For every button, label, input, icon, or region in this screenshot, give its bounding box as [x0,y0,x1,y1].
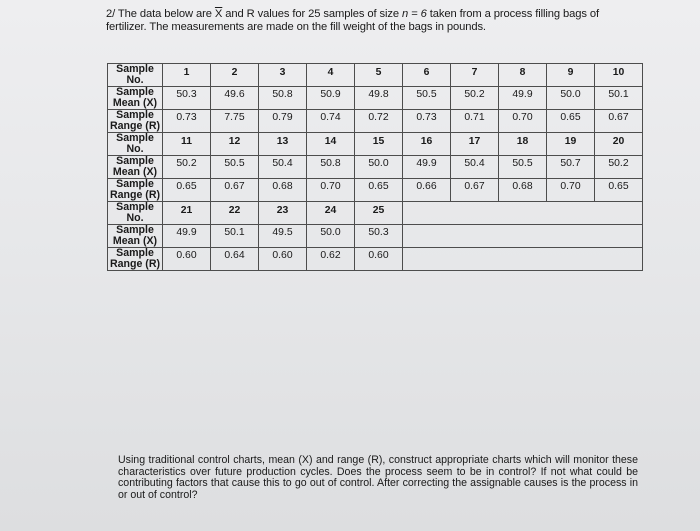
sample-mean-cell: 50.3 [163,87,211,110]
sample-mean-cell: 50.0 [355,156,403,179]
sample-no-cell: 14 [307,133,355,156]
sample-mean-cell: 50.1 [595,87,643,110]
sample-range-label: Sample Range (R) [108,179,163,202]
sample-no-cell: 19 [547,133,595,156]
xbar-symbol: $\overline{X}$ [214,8,223,20]
sample-range-cell: 0.79 [259,110,307,133]
sample-no-row [108,202,643,225]
sample-no-cell: 1 [163,64,211,87]
sample-range-cell: 0.68 [499,179,547,202]
sample-range-cell: 0.60 [259,248,307,271]
sample-range-cell: 0.60 [163,248,211,271]
sample-mean-cell: 50.5 [211,156,259,179]
sample-no-cell: 6 [403,64,451,87]
sample-no-cell: 16 [403,133,451,156]
sample-no-cell: 2 [211,64,259,87]
sample-mean-label: Sample Mean (X) [108,87,163,110]
sample-range-cell: 0.65 [595,179,643,202]
sample-range-cell: 0.74 [307,110,355,133]
sample-no-label: Sample No. [108,64,163,87]
sample-no-cell: 4 [307,64,355,87]
sample-range-cell: 0.68 [259,179,307,202]
sample-no-label: Sample No. [108,202,163,225]
sample-mean-cell: 50.7 [547,156,595,179]
sample-range-row [108,110,643,133]
sample-mean-cell: 50.5 [403,87,451,110]
intro-part-1: 2/ The data below are [106,8,215,20]
sample-mean-cell: 50.2 [451,87,499,110]
sample-range-cell: 0.73 [403,110,451,133]
empty-area [403,248,643,271]
empty-area [403,202,643,225]
sample-range-cell: 0.72 [355,110,403,133]
sample-no-cell: 11 [163,133,211,156]
sample-mean-label: Sample Mean (X) [108,156,163,179]
question-text: Using traditional control charts, mean (X) and range (R), construct appropriate charts which will monitor these characteristics over future production cycles. Does the process seem to be in control? If not what could be contributing factors that cause this to go out of control. After correcting the assignable causes is the process in or out of control? [118,454,638,501]
sample-range-cell: 0.64 [211,248,259,271]
sample-range-cell: 7.75 [211,110,259,133]
sample-range-cell: 0.70 [499,110,547,133]
sample-no-cell: 23 [259,202,307,225]
sample-no-cell: 24 [307,202,355,225]
sample-mean-cell: 50.8 [307,156,355,179]
sample-mean-cell: 49.9 [403,156,451,179]
sample-mean-cell: 50.9 [307,87,355,110]
sample-range-cell: 0.73 [163,110,211,133]
intro-line-2: fertilizer. The measurements are made on the fill weight of the bags in pounds. [106,21,486,33]
sample-no-row [108,64,643,87]
empty-area [403,225,643,248]
sample-no-cell: 9 [547,64,595,87]
sample-no-cell: 20 [595,133,643,156]
sample-mean-cell: 50.0 [547,87,595,110]
sample-size-expression: n = 6 [402,8,427,20]
sample-no-cell: 10 [595,64,643,87]
sample-mean-row [108,225,643,248]
sample-mean-label: Sample Mean (X) [108,225,163,248]
sample-range-cell: 0.65 [355,179,403,202]
sample-range-cell: 0.67 [211,179,259,202]
sample-range-cell: 0.67 [451,179,499,202]
sample-mean-cell: 50.5 [499,156,547,179]
sample-range-cell: 0.71 [451,110,499,133]
sample-range-cell: 0.66 [403,179,451,202]
sample-mean-cell: 49.9 [499,87,547,110]
sample-no-cell: 15 [355,133,403,156]
sample-range-row [108,179,643,202]
intro-part-3: taken from a process filling bags of [426,8,600,20]
sample-range-cell: 0.62 [307,248,355,271]
sample-no-cell: 7 [451,64,499,87]
problem-intro [106,8,681,34]
sample-mean-cell: 49.5 [259,225,307,248]
sample-mean-cell: 49.8 [355,87,403,110]
sample-mean-cell: 50.1 [211,225,259,248]
sample-range-label: Sample Range (R) [108,248,163,271]
sample-mean-cell: 50.0 [307,225,355,248]
sample-mean-cell: 50.2 [595,156,643,179]
sample-no-cell: 21 [163,202,211,225]
sample-mean-cell: 50.3 [355,225,403,248]
sample-range-label: Sample Range (R) [108,110,163,133]
sample-no-label: Sample No. [108,133,163,156]
sample-mean-cell: 50.4 [451,156,499,179]
sample-no-row [108,133,643,156]
sample-mean-cell: 49.9 [163,225,211,248]
sample-no-cell: 25 [355,202,403,225]
sample-no-cell: 17 [451,133,499,156]
sample-range-cell: 0.67 [595,110,643,133]
sample-no-cell: 3 [259,64,307,87]
sample-range-cell: 0.65 [547,110,595,133]
intro-part-2: and R values for 25 samples of size [222,8,403,20]
sample-mean-cell: 50.4 [259,156,307,179]
sample-range-cell: 0.70 [307,179,355,202]
sample-mean-cell: 50.8 [259,87,307,110]
sample-no-cell: 18 [499,133,547,156]
sample-mean-row [108,156,643,179]
sample-data-table [107,63,643,271]
sample-no-cell: 13 [259,133,307,156]
sample-range-row [108,248,643,271]
sample-range-cell: 0.60 [355,248,403,271]
sample-range-cell: 0.70 [547,179,595,202]
sample-mean-row [108,87,643,110]
sample-no-cell: 12 [211,133,259,156]
sample-no-cell: 22 [211,202,259,225]
sample-no-cell: 8 [499,64,547,87]
sample-no-cell: 5 [355,64,403,87]
sample-range-cell: 0.65 [163,179,211,202]
sample-mean-cell: 49.6 [211,87,259,110]
sample-mean-cell: 50.2 [163,156,211,179]
